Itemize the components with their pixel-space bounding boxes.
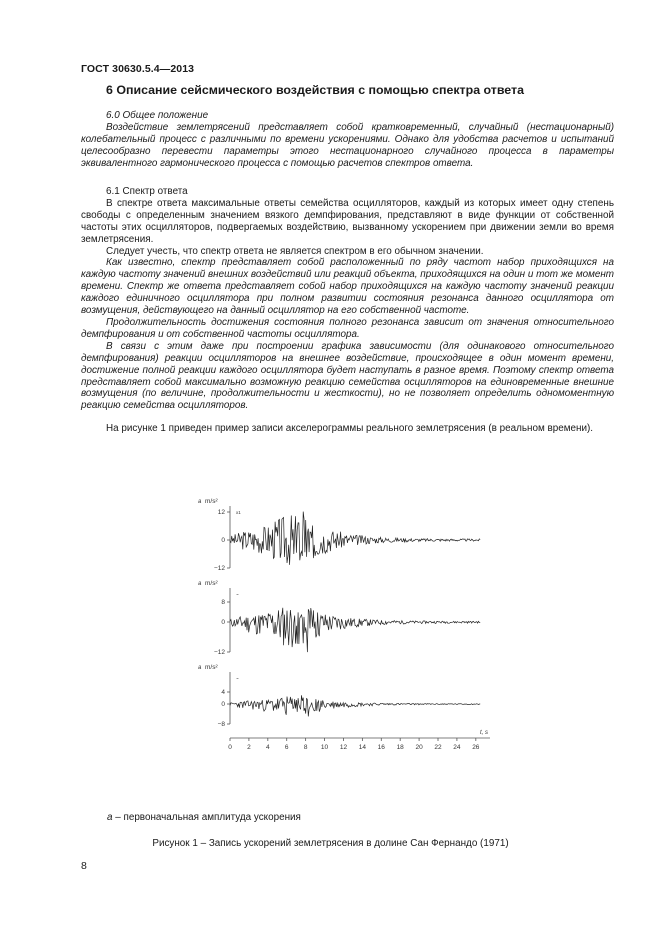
time-tick-label: 14 bbox=[358, 744, 366, 751]
trace-axis-symbol: a bbox=[198, 581, 202, 587]
trace-tick-label: −12 bbox=[213, 649, 225, 657]
trace-tag: x1 bbox=[236, 510, 241, 515]
subsection-6-0-heading: 6.0 Общее положение bbox=[106, 110, 209, 121]
time-tick-label: 26 bbox=[472, 744, 480, 751]
paragraph-response-spectrum: В спектре ответа максимальные ответы семейства осцилляторов, каждый из которых имеет одну степень свободы с определенным значением вязкого демпфирования, представляют в виде функции от собственной частоты этих осцилляторов, подвергаемых воздействию, вызванному ускорением при движении земли во время землетрясения. bbox=[81, 197, 614, 245]
page-number: 8 bbox=[81, 860, 87, 872]
waveform-line bbox=[230, 695, 480, 716]
time-tick-label: 12 bbox=[339, 744, 348, 751]
trace-tick-label: 4 bbox=[221, 689, 225, 697]
trace-tick-label: 0 bbox=[221, 619, 225, 627]
figure-legend bbox=[107, 812, 301, 823]
trace-tick-label: −8 bbox=[217, 721, 225, 729]
trace-unit: m/s² bbox=[205, 664, 218, 671]
time-tick-label: 16 bbox=[377, 744, 385, 751]
trace-tick-label: 8 bbox=[221, 599, 225, 607]
time-axis-unit: t, s bbox=[480, 730, 489, 736]
section-title: 6 Описание сейсмического воздействия с помощью спектра ответа bbox=[106, 83, 524, 97]
trace-3 bbox=[198, 664, 480, 728]
paragraph-figure-reference: На рисунке 1 приведен пример записи акселерограммы реального землетрясения (в реальном времени). bbox=[106, 423, 594, 435]
trace-tag: ~ bbox=[236, 676, 239, 681]
time-tick-label: 22 bbox=[434, 744, 442, 751]
waveform-line bbox=[230, 512, 480, 565]
time-tick-label: 4 bbox=[266, 744, 270, 751]
legend-text: – первоначальная амплитуда ускорения bbox=[112, 812, 301, 823]
time-tick-label: 18 bbox=[396, 744, 404, 751]
paragraph-consequence: В связи с этим даже при построении графика зависимости (для одинакового относительного демпфирования) реакции осцилляторов на внешнее воздействие, происходящее в один момент времени, достижение полной реакции каждого осциллятора будет наступать в разное время. Поэтому спектр ответа представляет собой максимально возможную реакцию семейства осцилляторов на единовременные внешние возмущения (по величине, продолжительности и жесткости), но не позволяет определить одномоментную реакцию семейства осцилляторов. bbox=[81, 340, 614, 412]
accelerogram-traces bbox=[198, 498, 480, 728]
trace-unit: m/s² bbox=[205, 580, 218, 587]
paragraph-spectrum-definition: Как известно, спектр представляет собой расположенный по ряду частот набор приходящихся на каждую частоту значений внешних воздействий или реакций объекта, приходящихся на один и тот же момент времени. Спектр же ответа представляет собой набор приходящихся на каждую частоту значений реакции каждого единичного осциллятора при полном развитии состояния резонанса данного осциллятора от возмущения, действующего на данный осциллятор на его собственной частоте. bbox=[81, 257, 614, 317]
time-axis bbox=[228, 730, 490, 751]
subsection-6-1 bbox=[81, 186, 614, 435]
trace-axis-symbol: a bbox=[198, 499, 202, 505]
trace-tag: ~ bbox=[236, 592, 239, 597]
accelerogram-plot bbox=[190, 494, 500, 764]
subsection-6-0 bbox=[81, 110, 614, 170]
legend-symbol: a bbox=[107, 812, 113, 823]
time-tick-label: 6 bbox=[284, 744, 289, 751]
trace-tick-label: 0 bbox=[221, 701, 225, 709]
time-tick-label: 20 bbox=[415, 744, 423, 751]
trace-tick-label: −12 bbox=[213, 565, 225, 573]
paragraph-general: Воздействие землетрясений представляет собой кратковременный, случайный (нестационарный) колебательный процесс с различными по времени ускорениями. Однако для удобства расчетов и испытаний целесообразно перевести параметры этого нестационарного случайного процесса в параметры эквивалентного гармонического процесса с помощью расчетов спектров ответа. bbox=[81, 121, 614, 169]
trace-axis-symbol: a bbox=[198, 665, 202, 671]
time-tick-label: 2 bbox=[247, 744, 251, 751]
paragraph-note: Следует учесть, что спектр ответа не является спектром в его обычном значении. bbox=[106, 245, 484, 257]
document-header: ГОСТ 30630.5.4—2013 bbox=[81, 63, 195, 75]
time-tick-label: 8 bbox=[303, 744, 308, 751]
time-tick-label: 0 bbox=[228, 744, 232, 751]
trace-tick-label: 0 bbox=[221, 537, 225, 545]
waveform-line bbox=[230, 608, 480, 652]
subsection-6-1-heading: 6.1 Спектр ответа bbox=[106, 186, 188, 197]
paragraph-duration: Продолжительность достижения состояния полного резонанса зависит от значения относительного демпфирования и от собственной частоты осциллятора. bbox=[81, 316, 614, 340]
trace-1 bbox=[198, 498, 480, 572]
figure-caption: Рисунок 1 – Запись ускорений землетрясения в долине Сан Фернандо (1971) bbox=[152, 838, 509, 849]
time-tick-label: 10 bbox=[320, 744, 329, 751]
trace-unit: m/s² bbox=[205, 498, 218, 505]
trace-2 bbox=[198, 580, 480, 656]
trace-tick-label: 12 bbox=[217, 509, 225, 517]
accelerogram-figure bbox=[190, 494, 500, 764]
time-tick-label: 24 bbox=[453, 744, 461, 751]
